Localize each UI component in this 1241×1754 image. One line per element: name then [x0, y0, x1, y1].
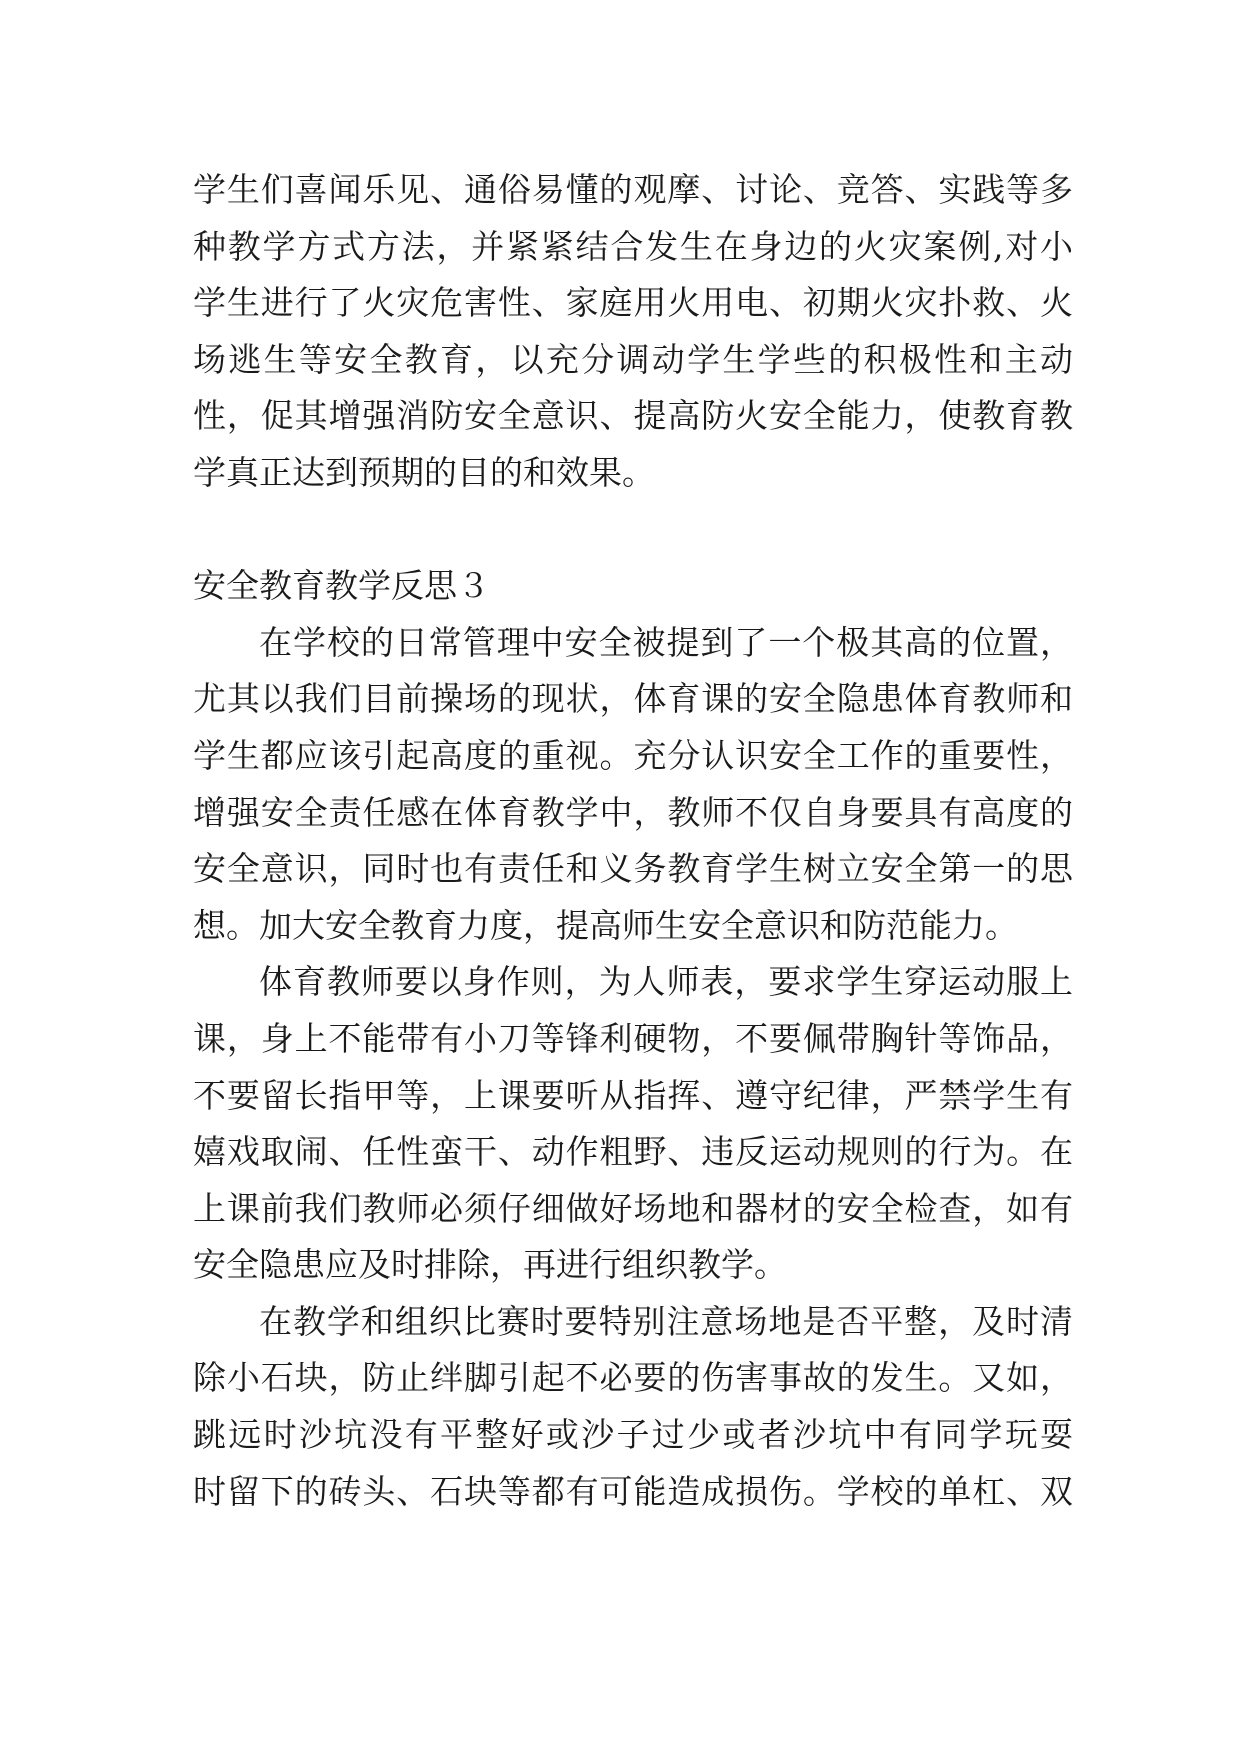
text-line: 时留下的砖头、石块等都有可能造成损伤。学校的单杠、双: [193, 1471, 1073, 1511]
text-line: 想。加大安全教育力度，提高师生安全意识和防范能力。: [193, 905, 1018, 945]
text-line: 学真正达到预期的目的和效果。: [193, 452, 655, 492]
text-line: 学生都应该引起高度的重视。充分认识安全工作的重要性，: [193, 735, 1073, 775]
text-line: 安全意识，同时也有责任和义务教育学生树立安全第一的思: [193, 849, 1073, 889]
text-line: 学生们喜闻乐见、通俗易懂的观摩、讨论、竞答、实践等多: [193, 170, 1073, 209]
text-line: 体育教师要以身作则，为人师表，要求学生穿运动服上: [259, 962, 1073, 1002]
document-body: [193, 162, 1073, 1520]
text-line: 尤其以我们目前操场的现状，体育课的安全隐患体育教师和: [193, 679, 1073, 719]
text-line: 种教学方式方法，并紧紧结合发生在身边的火灾案例,对小: [193, 226, 1073, 266]
text-line: 上课前我们教师必须仔细做好场地和器材的安全检查，如有: [193, 1188, 1073, 1228]
text-line: 性，促其增强消防安全意识、提高防火安全能力，使教育教: [193, 396, 1073, 436]
text-line: 学生进行了火灾危害性、家庭用火用电、初期火灾扑救、火: [193, 283, 1073, 323]
section-heading: 安全教育教学反思３: [193, 566, 490, 606]
text-line: 除小石块，防止绊脚引起不必要的伤害事故的发生。又如，: [193, 1358, 1073, 1398]
text-line: 嬉戏取闹、任性蛮干、动作粗野、违反运动规则的行为。在: [193, 1132, 1073, 1172]
text-line: 跳远时沙坑没有平整好或沙子过少或者沙坑中有同学玩耍: [193, 1415, 1073, 1455]
text-line: 在学校的日常管理中安全被提到了一个极其高的位置，: [259, 622, 1073, 662]
text-line: 不要留长指甲等，上课要听从指挥、遵守纪律，严禁学生有: [193, 1075, 1073, 1115]
paragraph-spacer: [193, 502, 1073, 559]
text-line: 场逃生等安全教育，以充分调动学生学些的积极性和主动: [193, 339, 1073, 379]
text-line: 增强安全责任感在体育教学中，教师不仅自身要具有高度的: [193, 792, 1073, 832]
text-line: 在教学和组织比赛时要特别注意场地是否平整，及时清: [259, 1301, 1073, 1341]
text-line: 课，身上不能带有小刀等锋利硬物，不要佩带胸针等饰品，: [193, 1018, 1073, 1058]
text-line: 安全隐患应及时排除，再进行组织教学。: [193, 1245, 787, 1285]
